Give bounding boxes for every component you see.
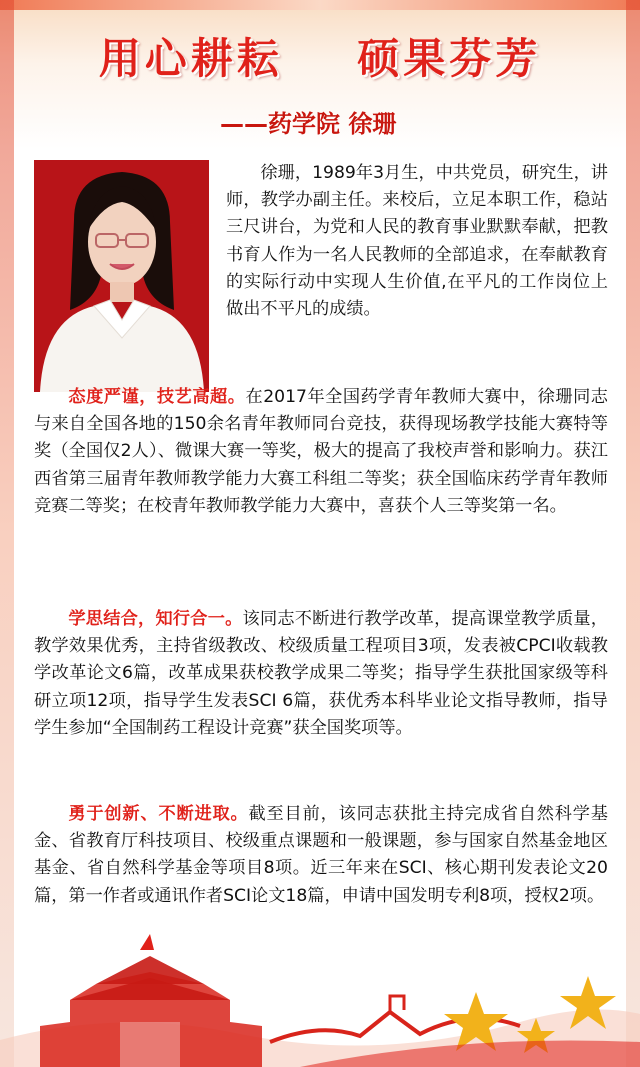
section-text: 该同志不断进行教学改革，提高课堂教学质量，教学效果优秀，主持省级教改、校级质量工程项目3项，发表被CPCI收载教学改革论文6篇，改革成果获校教学成果二等奖；指导学生获批国家级等科研立项12项，指导学生发表SCI 6篇，获优秀本科毕业论文指导教师，指导学生参加“全国制药工程设计竞赛”获全国奖项等。 bbox=[34, 609, 608, 738]
section-attitude bbox=[34, 384, 608, 520]
section-paragraph bbox=[34, 606, 608, 742]
section-learning bbox=[34, 606, 608, 742]
section-text: 在2017年全国药学青年教师大赛中，徐珊同志与来自全国各地的150余名青年教师同台竞技，获得现场教学技能大赛特等奖（全国仅2人）、微课大赛一等奖，极大的提高了我校声誉和影响力。获江西省第三届青年教师教学能力大赛工科组二等奖；获全国临床药学青年教师竞赛二等奖；在校青年教师教学能力大赛中，喜获个人三等奖第一名。 bbox=[34, 387, 608, 516]
left-border bbox=[0, 0, 14, 1067]
profile-intro: 徐珊，1989年3月生，中共党员，研究生，讲师，教学办副主任。来校后，立足本职工作，稳站三尺讲台，为党和人民的教育事业默默奉献，把教书育人作为一名人民教师的全部追求，在奉献教育的实际行动中实现人生价值,在平凡的工作岗位上做出不平凡的成绩。 bbox=[226, 163, 608, 320]
section-heading: 学思结合，知行合一。 bbox=[68, 609, 243, 629]
right-border bbox=[626, 0, 640, 1067]
section-innovation bbox=[34, 801, 608, 910]
section-heading: 态度严谨，技艺高超。 bbox=[68, 387, 246, 407]
poster-subtitle: ——药学院 徐珊 bbox=[220, 110, 397, 138]
section-paragraph bbox=[34, 801, 608, 910]
footer-decoration-icon bbox=[0, 930, 640, 1067]
section-paragraph bbox=[34, 384, 608, 520]
top-border-strip bbox=[0, 0, 640, 10]
section-heading: 勇于创新、不断进取。 bbox=[68, 804, 249, 824]
portrait-icon bbox=[34, 160, 209, 392]
poster-title: 用心耕耘 硕果芬芳 bbox=[98, 34, 542, 83]
portrait-photo bbox=[34, 160, 209, 392]
section-text: 截至目前，该同志获批主持完成省自然科学基金、省教育厅科技项目、校级重点课题和一般课题，参与国家自然基金地区基金、省自然科学基金等项目8项。近三年来在SCI、核心期刊发表论文20篇，第一作者或通讯作者SCI论文18篇，申请中国发明专利8项，授权2项。 bbox=[34, 804, 608, 906]
